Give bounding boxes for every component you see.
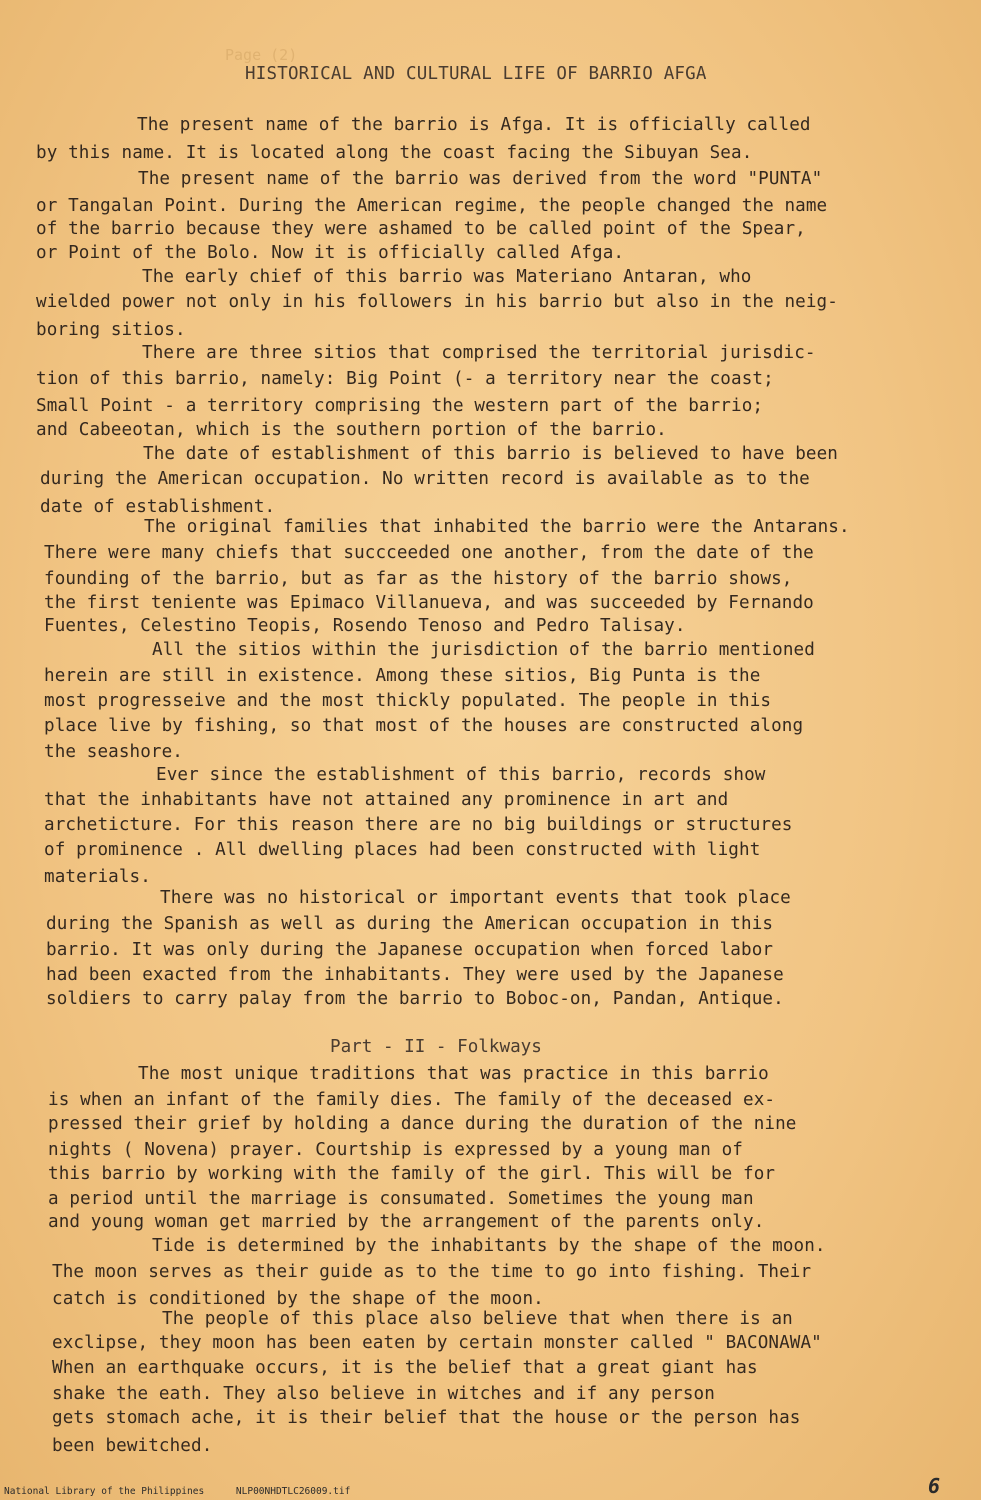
- text-line: and Cabeeotan, which is the southern portion of the barrio.: [36, 420, 667, 440]
- text-line: There are three sitios that comprised the territorial jurisdic-: [142, 343, 816, 363]
- text-line: that the inhabitants have not attained any prominence in art and: [44, 790, 729, 810]
- text-line: barrio. It was only during the Japanese occupation when forced labor: [46, 940, 774, 960]
- page-title: HISTORICAL AND CULTURAL LIFE OF BARRIO AFGA: [245, 64, 707, 84]
- page-number: 6: [928, 1474, 941, 1498]
- text-line: during the American occupation. No written record is available as to the: [40, 469, 810, 489]
- text-line: or Point of the Bolo. Now it is officially called Afga.: [36, 243, 625, 263]
- text-line: by this name. It is located along the coast facing the Sibuyan Sea.: [36, 143, 753, 163]
- text-line: tion of this barrio, namely: Big Point (- a territory near the coast;: [36, 369, 774, 389]
- bleed-through-header: Page (2): [225, 46, 298, 64]
- text-line: the first teniente was Epimaco Villanueva, and was succeeded by Fernando: [44, 593, 814, 613]
- text-line: nights ( Novena) prayer. Courtship is expressed by a young man of: [48, 1140, 744, 1160]
- text-line: materials.: [44, 867, 151, 887]
- text-line: Ever since the establishment of this barrio, records show: [156, 765, 766, 785]
- text-line: most progresseive and the most thickly populated. The people in this: [44, 691, 772, 711]
- text-line: the seashore.: [44, 742, 184, 762]
- text-line: been bewitched.: [52, 1436, 213, 1456]
- text-line: place live by fishing, so that most of the houses are constructed along: [44, 716, 804, 736]
- text-line: shake the eath. They also believe in witches and if any person: [52, 1384, 715, 1404]
- text-line: catch is conditioned by the shape of the moon.: [52, 1289, 544, 1309]
- text-line: Small Point - a territory comprising the western part of the barrio;: [36, 396, 764, 416]
- text-line: pressed their grief by holding a dance during the duration of the nine: [48, 1114, 797, 1134]
- text-line: boring sitios.: [36, 320, 186, 340]
- text-line: or Tangalan Point. During the American regime, the people changed the name: [36, 196, 828, 216]
- footer-filename: NLP00NHDTLC26009.tif: [235, 1486, 351, 1497]
- text-line: The date of establishment of this barrio is believed to have been: [143, 444, 839, 464]
- text-line: founding of the barrio, but as far as the history of the barrio shows,: [44, 569, 793, 589]
- text-line: Tide is determined by the inhabitants by the shape of the moon.: [152, 1236, 826, 1256]
- footer-library: National Library of the Philippines: [4, 1486, 205, 1497]
- text-line: date of establishment.: [40, 497, 276, 517]
- text-line: The original families that inhabited the barrio were the Antarans.: [144, 517, 850, 537]
- scan-footer: [4, 1486, 376, 1497]
- text-line: a period until the marriage is consumated. Sometimes the young man: [48, 1189, 754, 1209]
- text-line: The early chief of this barrio was Materiano Antaran, who: [142, 267, 752, 287]
- text-line: is when an infant of the family dies. The family of the deceased ex-: [48, 1090, 776, 1110]
- text-line: this barrio by working with the family of the girl. This will be for: [48, 1164, 776, 1184]
- text-line: gets stomach ache, it is their belief that the house or the person has: [52, 1408, 801, 1428]
- text-line: soldiers to carry palay from the barrio to Boboc-on, Pandan, Antique.: [46, 989, 784, 1009]
- text-line: during the Spanish as well as during the American occupation in this: [46, 914, 774, 934]
- text-line: There were many chiefs that succceeded one another, from the date of the: [44, 543, 814, 563]
- text-line: herein are still in existence. Among these sitios, Big Punta is the: [44, 666, 761, 686]
- part2-heading: Part - II - Folkways: [330, 1037, 542, 1057]
- text-line: The people of this place also believe that when there is an: [162, 1309, 793, 1329]
- text-line: When an earthquake occurs, it is the belief that a great giant has: [52, 1358, 758, 1378]
- text-line: The moon serves as their guide as to the time to go into fishing. Their: [52, 1262, 812, 1282]
- text-line: of the barrio because they were ashamed to be called point of the Spear,: [36, 219, 806, 239]
- text-line: The most unique traditions that was practice in this barrio: [138, 1064, 769, 1084]
- text-line: The present name of the barrio was derived from the word "PUNTA": [138, 169, 823, 189]
- text-line: wielded power not only in his followers in his barrio but also in the neig-: [36, 292, 838, 312]
- text-line: and young woman get married by the arrangement of the parents only.: [48, 1212, 765, 1232]
- text-line: of prominence . All dwelling places had been constructed with light: [44, 840, 761, 860]
- text-line: had been exacted from the inhabitants. They were used by the Japanese: [46, 965, 784, 985]
- text-line: Fuentes, Celestino Teopis, Rosendo Tenoso and Pedro Talisay.: [44, 616, 686, 636]
- text-line: archeticture. For this reason there are no big buildings or structures: [44, 815, 793, 835]
- text-line: exclipse, they moon has been eaten by certain monster called " BACONAWA": [52, 1333, 822, 1353]
- text-line: The present name of the barrio is Afga. It is officially called: [137, 115, 811, 135]
- text-line: All the sitios within the jurisdiction of the barrio mentioned: [152, 640, 815, 660]
- text-line: There was no historical or important events that took place: [160, 888, 791, 908]
